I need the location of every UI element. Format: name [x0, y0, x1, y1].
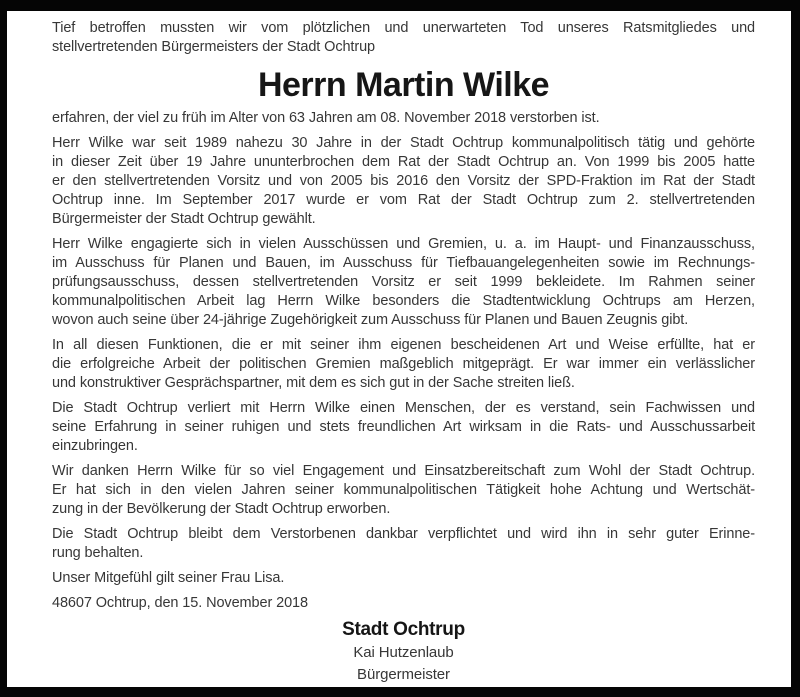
text-line: seine Erfahrung in seiner ruhigen und stets freundlichen Art wirksam in die Rats- und Ausschussarbeit [52, 419, 755, 435]
text-line: stellvertretenden Bürgermeisters der Stadt Ochtrup [52, 39, 376, 55]
text-line: Tief betroffen mussten wir vom plötzlichen und unerwarteten Tod unseres Ratsmitgliedes und [52, 20, 755, 36]
obituary-paragraph-character [52, 336, 755, 393]
text-line: die erfolgreiche Arbeit der politischen Gremien maßgeblich mitgeprägt. Er war immer ein verlässlicher [52, 356, 755, 372]
obituary-paragraph-committees [52, 235, 755, 330]
text-line: Herr Wilke war seit 1989 nahezu 30 Jahre in der Stadt Ochtrup kommunalpolitisch tätig und gehörte [52, 135, 755, 151]
text-line: rung behalten. [52, 545, 144, 561]
text-line: zung in der Bevölkerung der Stadt Ochtrup erworben. [52, 501, 391, 517]
text-line: prüfungsausschuss, dessen stellvertretenden Vorsitz er seit 1999 bekleidete. Im Rahmen seiner [52, 274, 755, 290]
text-line: Bürgermeister der Stadt Ochtrup gewählt. [52, 211, 316, 227]
text-line: Er hat sich in den vielen Jahren seiner kommunalpolitischen Tätigkeit hohe Achtung und Wertschät- [52, 482, 755, 498]
text-line: er den stellvertretenden Vorsitz und von 2005 bis 2016 den Vorsitz der SPD-Fraktion im Rat der Stadt [52, 173, 755, 189]
text-line: Die Stadt Ochtrup verliert mit Herrn Wilke einen Menschen, der es verstand, sein Fachwissen und [52, 400, 755, 416]
death-date-line: erfahren, der viel zu früh im Alter von 63 Jahren am 08. November 2018 verstorben ist. [52, 110, 600, 126]
text-line: In all diesen Funktionen, die er mit seiner ihm eigenen bescheidenen Art und Weise erfüllte, hat er [52, 337, 755, 353]
text-line: und konstruktiver Gesprächspartner, mit dem es sich gut in der Sache streiten ließ. [52, 375, 575, 391]
place-date-line: 48607 Ochtrup, den 15. November 2018 [52, 595, 308, 611]
obituary-paragraph-thanks [52, 462, 755, 519]
text-line: Wir danken Herrn Wilke für so viel Engagement und Einsatzbereitschaft zum Wohl der Stadt Ochtrup. [52, 463, 755, 479]
obituary-paragraph-remembrance [52, 525, 755, 563]
text-line: im Ausschuss für Planen und Bauen, im Ausschuss für Tiefbauangelegenheiten sowie im Rechnungs- [52, 255, 755, 271]
text-line: Die Stadt Ochtrup bleibt dem Verstorbenen dankbar verpflichtet und wird ihn in sehr guter Erinne- [52, 526, 755, 542]
text-line: wovon auch seine über 24-jährige Zugehörigkeit zum Ausschuss für Planen und Bauen Zeugnis gibt. [52, 312, 689, 328]
text-line: Ochtrup inne. Im September 2017 wurde er vom Rat der Stadt Ochtrup zum 2. stellvertretenden [52, 192, 755, 208]
text-line: Herr Wilke engagierte sich in vielen Ausschüssen und Gremien, u. a. im Haupt- und Finanzausschuss, [52, 236, 755, 252]
text-line: einzubringen. [52, 438, 138, 454]
signature-organization: Stadt Ochtrup [342, 619, 465, 640]
condolence-line: Unser Mitgefühl gilt seiner Frau Lisa. [52, 570, 285, 586]
intro-paragraph [52, 19, 755, 57]
signature-role: Bürgermeister [357, 666, 450, 683]
text-line: in dieser Zeit über 19 Jahre ununterbrochen dem Rat der Stadt Ochtrup an. Von 1999 bis 2005 hatte [52, 154, 755, 170]
obituary-paragraph-career [52, 134, 755, 229]
obituary-paragraph-loss [52, 399, 755, 456]
signature-name: Kai Hutzenlaub [353, 644, 454, 661]
text-line: kommunalpolitischen Arbeit lag Herrn Wilke besonders die Stadtentwicklung Ochtrups am Herzen, [52, 293, 755, 309]
deceased-name: Herrn Martin Wilke [257, 66, 550, 104]
signature-block [52, 618, 755, 685]
